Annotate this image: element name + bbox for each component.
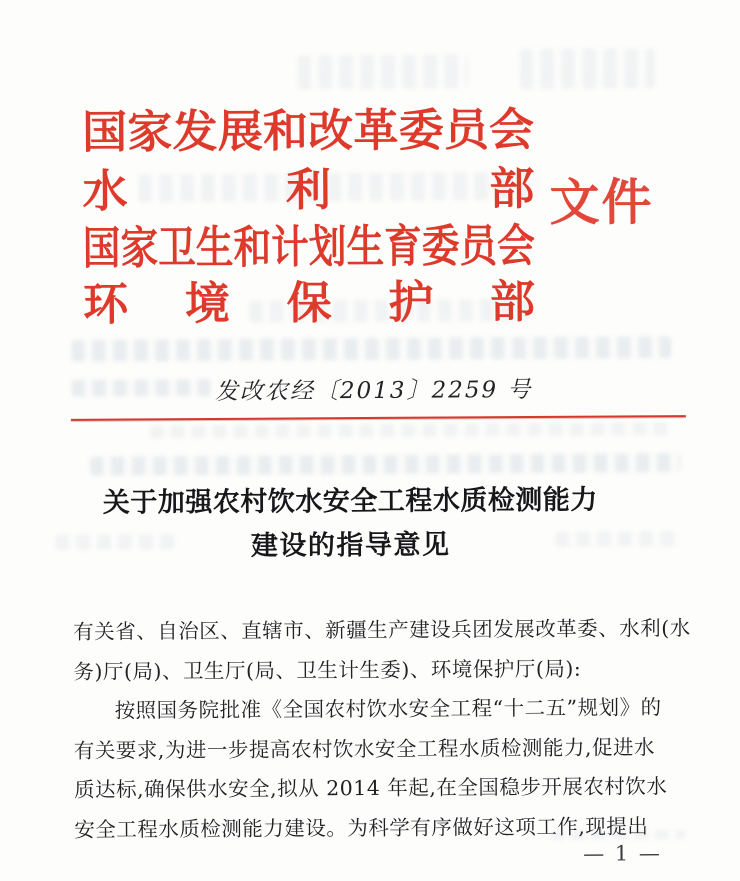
- agency-character: 环: [83, 277, 129, 331]
- agency-character: 展: [217, 104, 263, 158]
- agency-character: 发: [172, 104, 218, 159]
- agency-character: 境: [184, 276, 231, 331]
- agency-character: 员: [443, 103, 490, 157]
- agency-character: 和: [262, 104, 309, 158]
- bleedthrough-artifact: [90, 453, 680, 476]
- addressee-line: 务)厅(局)、卫生厅(局、卫生计生委)、环境保护厅(局):: [73, 656, 582, 684]
- page-number: — 1 —: [583, 841, 662, 866]
- bleedthrough-artifact: [520, 48, 655, 89]
- document-number: 发改农经〔2013〕2259 号: [214, 377, 533, 405]
- paragraph-line: 安全工程水质检测能力建设。为科学有序做好这项工作,现提出: [74, 813, 649, 842]
- letterhead-document-word: 文件: [549, 172, 654, 232]
- agency-line-health-family-planning: 国家卫生和计划生育委员会: [82, 218, 535, 275]
- agency-line-environmental-protection: [83, 275, 535, 334]
- bleedthrough-artifact: [150, 422, 670, 438]
- agency-character: 国: [81, 105, 128, 159]
- agency-character: 家: [127, 105, 173, 159]
- agency-line-ndrc: [82, 103, 534, 162]
- addressee-line: 有关省、自治区、直辖市、新疆生产建设兵团发展改革委、水利(水: [73, 616, 691, 644]
- document-title-line1: 关于加强农村饮水安全工程水质检测能力: [102, 484, 598, 519]
- document-title-line2: 建设的指导意见: [250, 529, 451, 562]
- bleedthrough-artifact: [298, 54, 468, 89]
- document-body: [73, 609, 714, 850]
- agency-character: 护: [388, 275, 434, 329]
- paragraph-line: 质达标,确保供水安全,拟从 2014 年起,在全国稳步开展农村饮水: [74, 774, 668, 802]
- agency-character: 革: [353, 103, 399, 158]
- paragraph-line: 按照国务院批准《全国农村饮水安全工程“十二五”规划》的: [114, 695, 662, 723]
- agency-character: 水: [82, 164, 128, 218]
- document-title: [0, 485, 700, 563]
- red-divider-line: [71, 415, 686, 421]
- agency-character: 改: [308, 104, 354, 158]
- agency-character: 保: [286, 276, 332, 330]
- agency-character: 部: [489, 274, 536, 329]
- agency-character: 部: [489, 161, 535, 216]
- agency-character: 委: [398, 103, 444, 157]
- paragraph-line: 有关要求,为进一步提高农村饮水安全工程水质检测能力,促进水: [73, 734, 655, 763]
- agency-character: 利: [285, 163, 332, 217]
- agency-character: 会: [488, 102, 535, 157]
- letterhead: [81, 102, 536, 331]
- agency-line-water-resources: [82, 162, 534, 221]
- bleedthrough-artifact: [71, 336, 671, 362]
